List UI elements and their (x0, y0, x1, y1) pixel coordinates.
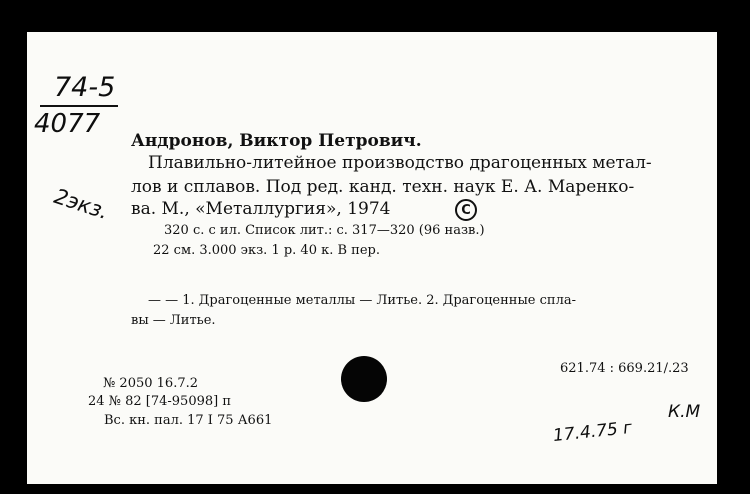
subjects-line-1: — — 1. Драгоценные металлы — Литье. 2. Драгоценные спла- (148, 293, 576, 308)
handwritten-date: 17.4.75 г (552, 417, 634, 447)
handwritten-copies-note: 2экз. (51, 184, 112, 225)
author-heading: Андронов, Виктор Петрович. (131, 131, 422, 151)
record-number: № 2050 16.7.2 (103, 376, 198, 391)
handwritten-initials: К.М (668, 402, 701, 422)
title-line-3: ва. М., «Металлургия», 1974 (131, 199, 391, 219)
title-line-2: лов и сплавов. Под ред. канд. техн. наук Е. А. Маренко- (131, 177, 635, 197)
call-number-line1: 74-5 (54, 72, 116, 103)
chamber-code: Вс. кн. пал. 17 I 75 А661 (104, 413, 273, 428)
description-line-1: 320 с. с ил. Список лит.: с. 317—320 (96 назв.) (164, 223, 485, 238)
subjects-line-2: вы — Литье. (131, 313, 216, 328)
description-line-2: 22 см. 3.000 экз. 1 р. 40 к. В пер. (153, 243, 380, 258)
call-number-line2: 4077 (34, 109, 101, 139)
udc-code: 621.74 : 669.21/.23 (560, 361, 689, 376)
title-line-1: Плавильно-литейное производство драгоценных метал- (148, 153, 652, 173)
copyright-icon: C (455, 199, 477, 221)
call-number-divider (40, 105, 118, 107)
registry-number: 24 № 82 [74-95098] п (88, 394, 232, 409)
punch-hole (341, 356, 387, 402)
